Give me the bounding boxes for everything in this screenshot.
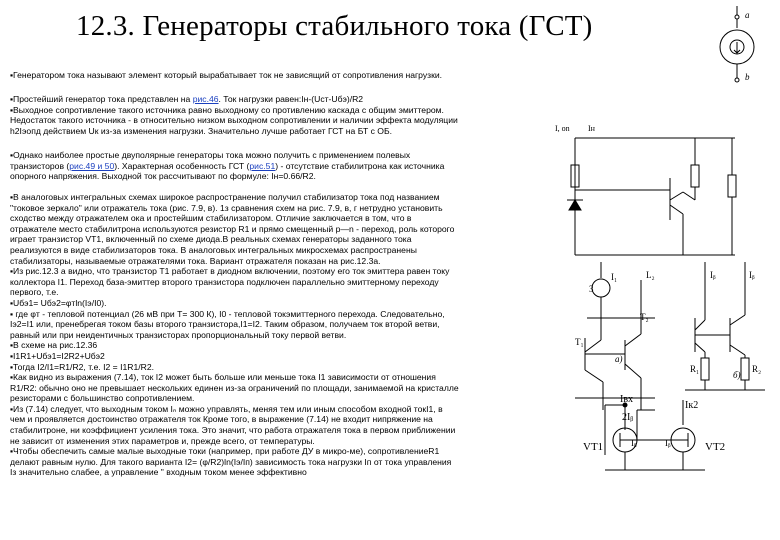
label-ib1: Iᵦ bbox=[710, 270, 716, 280]
current-mirror-a bbox=[575, 262, 655, 410]
label-3: 3 bbox=[589, 284, 594, 294]
text-line: ▪В аналоговых интегральных схемах широкое распространение получил стабилизатор тока под названием bbox=[10, 192, 440, 202]
text-line: ▪Чтобы обеспечить самые малые выходные токи (например, при работе ДУ в микро-ме), сопротивлениеR1 bbox=[10, 446, 440, 457]
text-line: h2Iэопд действием Uк из-за изменения нагрузки. Значительно лучше работает ГСТ на БТ с ОБ. bbox=[10, 125, 392, 136]
label-r1: R₁ bbox=[690, 364, 700, 374]
text-line bbox=[10, 94, 458, 105]
paragraph-simple-generator bbox=[10, 94, 458, 136]
text-span: ). Характерная особенность ГСТ ( bbox=[114, 160, 250, 171]
text-line: ▪Генератором тока называют элемент который вырабатывает ток не зависящий от сопротивления нагрузки. bbox=[10, 70, 443, 80]
text-span: . Ток нагрузки равен:Iн-(Uст-Uбэ)/R2 bbox=[218, 94, 364, 104]
paragraph-fet-generators bbox=[10, 150, 444, 182]
text-line: не зависит от изменения этих параметров и, прежде всего, от температуры. bbox=[10, 435, 315, 446]
text-line: ▪ где φт - тепловой потенциал (26 мВ при Т= 300 К), I0 - тепловой токэмиттерного перехода. Следовательно, bbox=[10, 308, 445, 319]
text-line: Iз значительно слабее, а управление " входным током менее эффективно bbox=[10, 467, 307, 478]
label-a: a bbox=[745, 10, 750, 20]
label-ion: I, on bbox=[555, 124, 570, 133]
figure-link[interactable]: рис.49 и 50 bbox=[69, 160, 115, 171]
label-fig-b: б) bbox=[733, 370, 741, 380]
text-line: ▪Тогда I2/I1=R1/R2, т.е. I2 = I1R1/R2. bbox=[10, 361, 155, 372]
label-r2: R₂ bbox=[752, 364, 762, 374]
text-line: играет транзистор VT1, включенный по схеме диода.В реальных схемах генераторы заданного тока bbox=[10, 234, 412, 245]
label-b: b bbox=[745, 72, 750, 82]
label-t2: T₂ bbox=[640, 312, 649, 322]
text-line: сходство между отражателем ока и простейшим стабилизатором. Отличие заключается в том, что в bbox=[10, 213, 412, 224]
text-span: ) - отсутствие стабилитрона как источника bbox=[275, 160, 445, 171]
text-line: равный или при неидентичных транзисторах пропорциональный току первой ветви. bbox=[10, 329, 347, 340]
text-line: чем и проявляется достоинство отражателя ток Кроме того, в выражение (7.14) не входит нипряжение на bbox=[10, 414, 433, 425]
paragraph-current-mirror bbox=[10, 192, 459, 478]
label-t1: T₁ bbox=[575, 337, 584, 347]
label-2ib: 2Iᵦ bbox=[622, 412, 634, 423]
label-fig-a: а) bbox=[615, 354, 623, 364]
label-vt1: VT1 bbox=[583, 441, 604, 453]
text-line: стабилитроне, ни коэффициент усиления тока. Это значит, что работа отражателя тока в первом приближении bbox=[10, 425, 456, 436]
text-line: ▪Однако наиболее простые двуполярные генераторы тока можно получить с применением полевых bbox=[10, 150, 411, 160]
text-line: ▪Как видно из выражения (7.14), ток I2 может быть больше или меньше тока I1 зависимости от отношения bbox=[10, 372, 436, 383]
text-line: реализуются в виде стабилизаторов тока. В аналоговых интегральных микросхемах распространены bbox=[10, 244, 417, 255]
text-line: отражателе место стабилитрона используются резистор R1 и прямо смещенный р—n - переход, роль которого bbox=[10, 223, 455, 234]
schematics-figure bbox=[545, 0, 780, 500]
label-ib-b: Iᵦ bbox=[665, 438, 671, 448]
text-line: ▪I1R1+Uбэ1=I2R2+Uбэ2 bbox=[10, 350, 105, 361]
text-line: ▪Из (7.14) следует, что выходным током Iₙ можно управлять, меняя тем или иным способом входной токI1, в bbox=[10, 403, 443, 414]
text-span: ▪Простейший генератор тока представлен на bbox=[10, 94, 193, 104]
label-l2: L₂ bbox=[646, 270, 655, 280]
text-line: делают равным нулю. Для такого варианта I2= (φ/R2)ln(Iэ/Iп) зависимость тока нагрузки Iп от тока управления bbox=[10, 456, 452, 467]
label-i1: I₁ bbox=[611, 272, 618, 282]
text-line: стабилизаторы, называемые отражателями тока. Вариант отражателя показан на рис.12.3а. bbox=[10, 255, 381, 266]
paragraph-definition bbox=[10, 70, 442, 81]
label-ib-a: Iᵦ bbox=[631, 438, 637, 448]
figure-link[interactable]: рис.46 bbox=[192, 94, 219, 104]
label-iex: Iвх bbox=[620, 394, 634, 405]
text-line: ▪Выходное сопротивление такого источника равно выходному со противлению каскада с общим эмиттером. bbox=[10, 104, 444, 115]
figure-link[interactable]: рис.51 bbox=[249, 160, 276, 171]
text-line: первого, т.е. bbox=[10, 287, 59, 298]
zener-generator-diagram bbox=[567, 138, 736, 255]
label-vt2: VT2 bbox=[705, 441, 726, 453]
slide-title: 12.3. Генераторы стабильного тока (ГСТ) bbox=[76, 10, 593, 42]
text-line: коллектора I1. Переход база-эмиттер второго транзистора подключен параллельно эмиттерному переходу bbox=[10, 276, 439, 287]
text-line: ▪Из рис.12.3 а видно, что транзистор Т1 работает в диодном включении, поэтому его ток эмиттера равен току bbox=[10, 266, 450, 277]
label-ik2: Iк2 bbox=[685, 400, 699, 411]
label-ih: Iн bbox=[588, 124, 595, 133]
text-span: транзисторов ( bbox=[10, 160, 70, 171]
text-line: опорного напряжения. Выходной ток рассчитывают по формуле: Iн=0.66/R2. bbox=[10, 171, 316, 182]
label-ib2: Iᵦ bbox=[749, 270, 755, 280]
text-line: резисторами с большинство сопротивлением. bbox=[10, 393, 195, 404]
text-line bbox=[10, 161, 444, 172]
text-line: Недостаток такого источника - в относительно низком выходном сопротивлении и наличии эффекта модуляции bbox=[10, 115, 458, 126]
text-line: ▪В схеме на рис.12.36 bbox=[10, 340, 98, 351]
text-line: "токовое зеркало" или отражатель тока (рис. 7.9, в). 1з сравнения схем на рис. 7.9, в, г нетрудно установить bbox=[10, 202, 443, 213]
text-line: Iэ2=I1 или, пренебрегая током базы второго транзистора,I1=I2. Таким образом, получаем ток второй ветви, bbox=[10, 319, 440, 330]
text-line: R1/R2: обычно оно не превышает нескольких единен из-за ограничений по площади, занимаемой на кристалле bbox=[10, 382, 459, 393]
text-line: ▪Uбэ1= Uбэ2=φтln(Iэ/I0). bbox=[10, 297, 107, 308]
